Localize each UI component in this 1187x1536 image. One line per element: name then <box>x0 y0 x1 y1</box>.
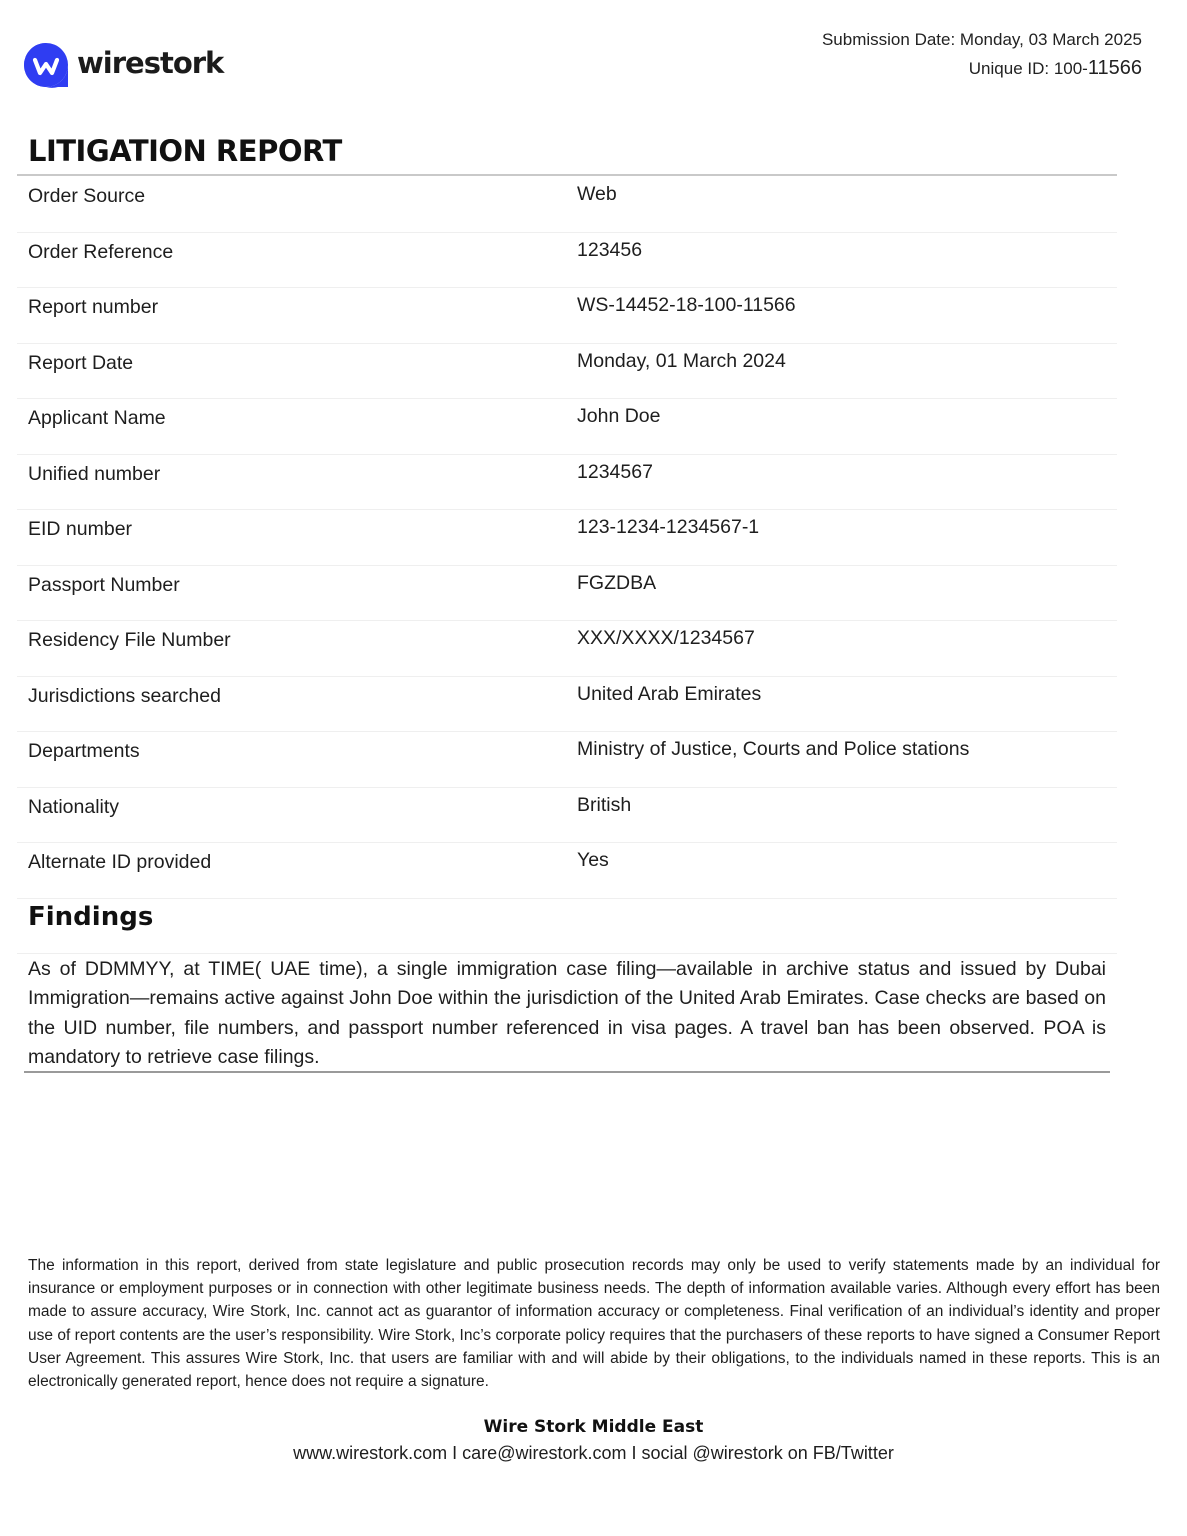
unique-id-prefix: Unique ID: 100- <box>968 59 1088 78</box>
detail-label: Order Source <box>28 185 146 207</box>
detail-value: FGZDBA <box>577 571 657 594</box>
detail-label: Alternate ID provided <box>28 851 212 873</box>
detail-label: Report Date <box>28 351 134 374</box>
footer-company-name: Wire Stork Middle East <box>483 1417 704 1437</box>
unique-id <box>822 54 1142 83</box>
report-details-table <box>17 177 1117 899</box>
detail-value: Ministry of Justice, Courts and Police stations <box>577 738 970 760</box>
detail-value: 123456 <box>577 238 643 261</box>
detail-row-order-reference <box>17 233 1117 289</box>
detail-label: Residency File Number <box>28 629 231 651</box>
detail-label: Departments <box>28 740 140 762</box>
detail-row-eid-number <box>17 510 1117 566</box>
detail-label: Applicant Name <box>28 407 166 429</box>
detail-row-departments <box>17 732 1117 788</box>
detail-label: EID number <box>28 518 133 540</box>
detail-value: John Doe <box>577 405 661 427</box>
detail-label: Jurisdictions searched <box>28 684 221 707</box>
detail-row-report-number <box>17 288 1117 344</box>
wirestork-logo-icon <box>21 40 71 90</box>
unique-id-number: 11566 <box>1087 57 1142 79</box>
detail-label: Passport Number <box>28 573 180 596</box>
report-title: LITIGATION REPORT <box>28 134 342 168</box>
title-divider <box>17 174 1117 176</box>
footer-contact-line: www.wirestork.com I care@wirestork.com I social @wirestork on FB/Twitter <box>293 1443 894 1463</box>
detail-label: Unified number <box>28 462 161 485</box>
findings-text: As of DDMMYY, at TIME( UAE time), a single immigration case filing—available in archive status and issued by Dubai Immigration—remains active against John Doe within the jurisdiction of the United Arab Emirates. Case checks are based on the UID number, file numbers, and passport number referenced in visa pages. A travel ban has been observed. POA is mandatory to retrieve case filings. <box>28 958 1106 1068</box>
findings-bottom-rule <box>24 1071 1110 1073</box>
detail-row-order-source <box>17 177 1117 233</box>
detail-value: Monday, 01 March 2024 <box>577 349 786 372</box>
detail-value: XXX/XXXX/1234567 <box>577 627 755 649</box>
detail-row-nationality <box>17 788 1117 844</box>
detail-row-jurisdictions <box>17 677 1117 733</box>
detail-row-residency-file-number <box>17 621 1117 677</box>
detail-value: WS-14452-18-100-11566 <box>577 294 796 316</box>
detail-row-applicant-name <box>17 399 1117 455</box>
detail-value: 123-1234-1234567-1 <box>577 516 760 538</box>
detail-label: Nationality <box>28 795 120 818</box>
detail-value: Web <box>577 183 617 205</box>
detail-row-alternate-id <box>17 843 1117 899</box>
brand-name: wirestork <box>77 46 224 80</box>
detail-label: Report number <box>28 296 159 318</box>
detail-value: British <box>577 793 632 816</box>
detail-value: Yes <box>577 849 609 871</box>
submission-date: Submission Date: Monday, 03 March 2025 <box>821 30 1142 49</box>
detail-value: United Arab Emirates <box>577 682 762 705</box>
detail-row-report-date <box>17 344 1117 400</box>
report-meta <box>822 26 1142 83</box>
detail-label: Order Reference <box>28 240 174 263</box>
detail-row-unified-number <box>17 455 1117 511</box>
detail-row-passport-number <box>17 566 1117 622</box>
findings-divider <box>17 953 1117 954</box>
findings-heading: Findings <box>28 902 154 932</box>
detail-value: 1234567 <box>577 460 653 483</box>
disclaimer-text: The information in this report, derived from state legislature and public prosecution records may only be used to verify statements made by an individual for insurance or employment purposes or in connection with other legitimate business needs. The depth of information available varies. Although every effort has been made to assure accuracy, Wire Stork, Inc. cannot act as guarantor of information accuracy or completeness. Final verification of an individual’s identity and proper use of report contents are the user’s responsibility. Wire Stork, Inc’s corporate policy requires that the purchasers of these reports to have signed a Consumer Report User Agreement. This assures Wire Stork, Inc. that users are familiar with and will abide by their obligations, to the individuals named in these reports. This is an electronically generated report, hence does not require a signature. <box>28 1257 1160 1391</box>
brand-logo <box>21 40 223 90</box>
